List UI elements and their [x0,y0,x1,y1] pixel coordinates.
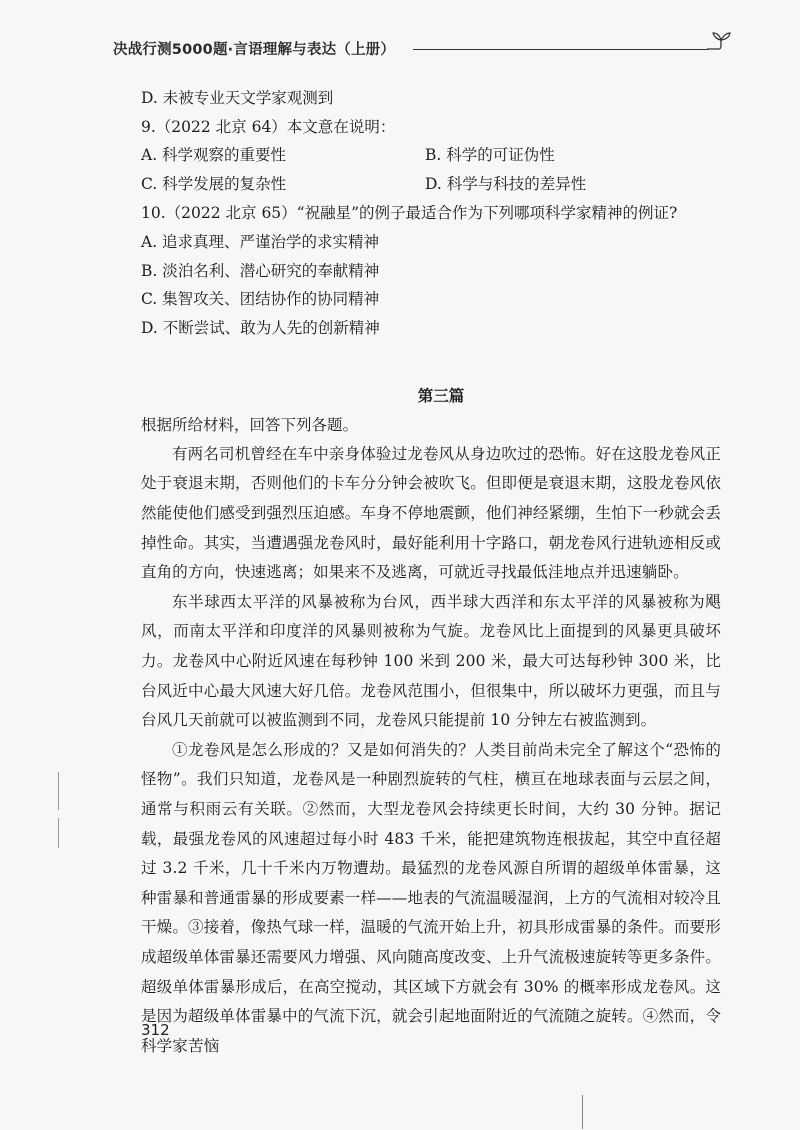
section-intro: 根据所给材料，回答下列各题。 [141,415,359,434]
paragraph-1: 有两名司机曾经在车中亲身体验过龙卷风从身边吹过的恐怖。好在这股龙卷风正处于衰退末期，否则他们的卡车分分钟会被吹飞。但即便是衰退末期，这股龙卷风依然能使他们感受到强烈压迫感。车身不停地震颤，他们神经紧绷，生怕下一秒就会丢掉性命。其实，当遭遇强龙卷风时，最好能利用十字路口，朝龙卷风行进轨迹相反或直角的方向，快速逃离；如果来不及逃离，可就近寻找最低洼地点并迅速躺卧。 [141,444,721,582]
paragraph-3: ①龙卷风是怎么形成的？又是如何消失的？人类目前尚未完全了解这个“恐怖的怪物”。我们只知道，龙卷风是一种剧烈旋转的气柱，横亘在地球表面与云层之间，通常与积雨云有关联。②然而，大型龙卷风会持续更长时间，大约 30 分钟。据记载，最强龙卷风的风速超过每小时 483 千米，能把建筑物连根拔起，其空中直径超过 3.2 千米，几十千米内万物遭劫。最猛烈的龙卷风源自所谓的超级单体雷暴，这种雷暴和普通雷暴的形成要素一样——地表的气流温暖湿润，上方的气流相对较冷且干燥。③接着，像热气球一样，温暖的气流开始上升，初具形成雷暴的条件。而要形成超级单体雷暴还需要风力增强、风向随高度改变、上升气流极速旋转等更多条件。超级单体雷暴形成后，在高空搅动，其区域下方就会有 30% 的概率形成龙卷风。这是因为超级单体雷暴中的气流下沉，就会引起地面附近的气流随之旋转。④然而，令科学家苦恼 [141,740,721,1055]
q10-option-b: B. 淡泊名利、潜心研究的奉献精神 [141,261,380,280]
q10-stem: 10.（2022 北京 65）“祝融星”的例子最适合作为下列哪项科学家精神的例证? [141,204,678,223]
q10-option-c: C. 集智攻关、团结协作的协同精神 [141,290,380,309]
margin-mark [58,818,59,848]
paragraph-2: 东半球西太平洋的风暴被称为台风，西半球大西洋和东太平洋的风暴被称为飓风，而南太平洋和印度洋的风暴则被称为气旋。龙卷风比上面提到的风暴更具破坏力。龙卷风中心附近风速在每秒钟 100 米到 200 米，最大可达每秒钟 300 米，比台风近中心最大风速大好几倍。龙卷风范围小，但很集中，所以破坏力更强，而且与台风几天前就可以被监测到不同，龙卷风只能提前 10 分钟左右被监测到。 [141,592,721,730]
page-number: 312 [141,1021,170,1039]
q9-option-d: D. 科学与科技的差异性 [425,175,587,194]
margin-mark [582,1095,583,1129]
q9-options-row-2 [141,170,721,199]
q9-option-b: B. 科学的可证伪性 [425,146,555,165]
sprout-icon [705,30,731,54]
running-header [113,36,728,60]
margin-mark [58,772,59,810]
q10-option-a: A. 追求真理、严谨治学的求实精神 [141,233,380,252]
q10-option-d: D. 不断尝试、敢为人先的创新精神 [141,319,380,338]
book-title: 决战行测5000题·言语理解与表达（上册） [113,42,396,58]
q8-option-d: D. 未被专业天文学家观测到 [141,89,334,107]
q9-options-row-1 [141,141,721,170]
section-title: 第三篇 [417,385,465,405]
page-content [141,84,721,1061]
q9-stem: 9.（2022 北京 64）本文意在说明： [141,117,396,136]
header-rule [413,49,708,50]
q9-option-c: C. 科学发展的复杂性 [141,175,287,194]
q9-option-a: A. 科学观察的重要性 [141,146,287,165]
